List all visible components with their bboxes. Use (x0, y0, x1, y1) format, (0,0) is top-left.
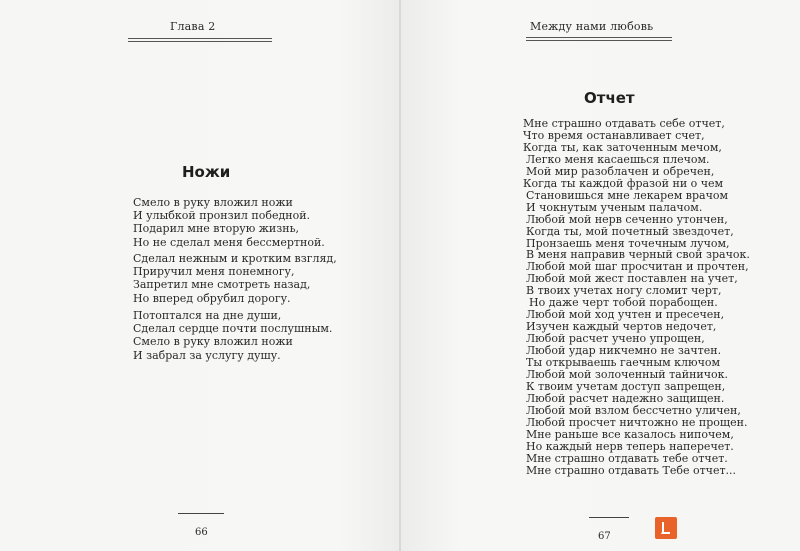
page-number: 67 (598, 531, 611, 542)
poem-line: Становишься мне лекарем врачом (526, 188, 729, 202)
poem-line: Но вперед обрубил дорогу. (133, 291, 291, 305)
left-page (0, 0, 399, 551)
poem-line: Но не сделал меня бессмертной. (133, 235, 325, 249)
poem-line: Но каждый нерв теперь наперечет. (526, 439, 734, 453)
poem-line: Любой мой нерв сеченно утончен, (526, 212, 728, 226)
poem-line: К твоим учетам доступ запрещен, (526, 379, 726, 393)
header-rule (526, 37, 672, 38)
poem-line: Любой расчет надежно защищен. (526, 391, 725, 405)
stanza (523, 118, 750, 477)
poem-line: Сделал нежным и кротким взгляд, (133, 252, 337, 265)
poem-line: Любой просчет ничтожно не прощен. (526, 415, 748, 429)
poem-line: Любой мой ход учтен и пресечен, (526, 308, 725, 322)
footer-rule (589, 517, 629, 518)
header-rule (128, 41, 272, 42)
poem-line: Смело в руку вложил ножи (133, 335, 293, 349)
poem-line: Подарил мне вторую жизнь, (133, 222, 300, 236)
page-number: 66 (195, 527, 208, 538)
poem-line: Смело в руку вложил ножи (133, 196, 293, 209)
poem-line: Пронзаешь меня точечным лучом, (526, 236, 730, 250)
poem-line: Но даже черт тобой порабощен. (529, 296, 718, 310)
running-head-left: Глава 2 (170, 20, 216, 33)
header-rule (128, 38, 272, 39)
poem-line: Когда ты каждой фразой ни о чем (523, 176, 724, 190)
poem-line: Когда ты, как заточенным мечом, (523, 140, 722, 154)
right-page (401, 0, 800, 551)
stanza (133, 309, 332, 362)
poem-line: Любой расчет учено упрощен, (526, 332, 705, 346)
poem-line: Легко меня касаешься плечом. (526, 152, 710, 166)
poem-line: И забрал за услугу душу. (133, 348, 281, 362)
stanza (133, 252, 337, 305)
poem-line: Ты открываешь гаечным ключом (526, 356, 721, 370)
poem-line: Мне страшно отдавать Тебе отчет... (526, 463, 737, 477)
running-head-right: Между нами любовь (530, 20, 654, 33)
poem-line: Потоптался на дне души, (133, 309, 282, 322)
poem-line: Изучен каждый чертов недочет, (526, 320, 717, 334)
poem-line: Любой мой золоченный тайничок. (526, 368, 729, 382)
poem-line: Сделал сердце почти послушным. (133, 322, 333, 336)
header-rule (526, 40, 672, 41)
poem-line: Любой мой взлом бессчетно уличен, (526, 403, 741, 417)
footer-rule (178, 513, 224, 514)
poem-title: Отчет (584, 89, 635, 107)
poem-line: И улыбкой пронзил победной. (133, 209, 311, 223)
poem-line: В меня направив черный свой зрачок. (526, 248, 750, 262)
poem-line: Мне страшно отдавать тебе отчет. (526, 451, 728, 465)
poem-line: Когда ты, мой почетный звездочет, (526, 224, 734, 238)
poem-line: Приручил меня понемногу, (133, 265, 295, 279)
poem-line: И чокнутым ученым палачом. (526, 200, 703, 214)
poem-line: Любой мой шаг просчитан и прочтен, (526, 260, 749, 274)
poem-line: В твоих учетах ногу сломит черт, (526, 284, 722, 298)
poem-line: Что время останавливает счет, (523, 128, 705, 142)
poem-title: Ножи (182, 163, 231, 181)
poem-line: Запретил мне смотреть назад, (133, 278, 311, 292)
poem-line: Любой мой жест поставлен на учет, (526, 272, 738, 286)
stanza (133, 196, 325, 249)
poem-line: Мой мир разоблачен и обречен, (526, 164, 715, 178)
poem-line: Мне страшно отдавать себе отчет, (523, 117, 725, 130)
labirint-logo-icon (655, 517, 677, 539)
poem-line: Любой удар никчемно не зачтен. (526, 344, 722, 358)
poem-line: Мне раньше все казалось нипочем, (526, 427, 734, 441)
